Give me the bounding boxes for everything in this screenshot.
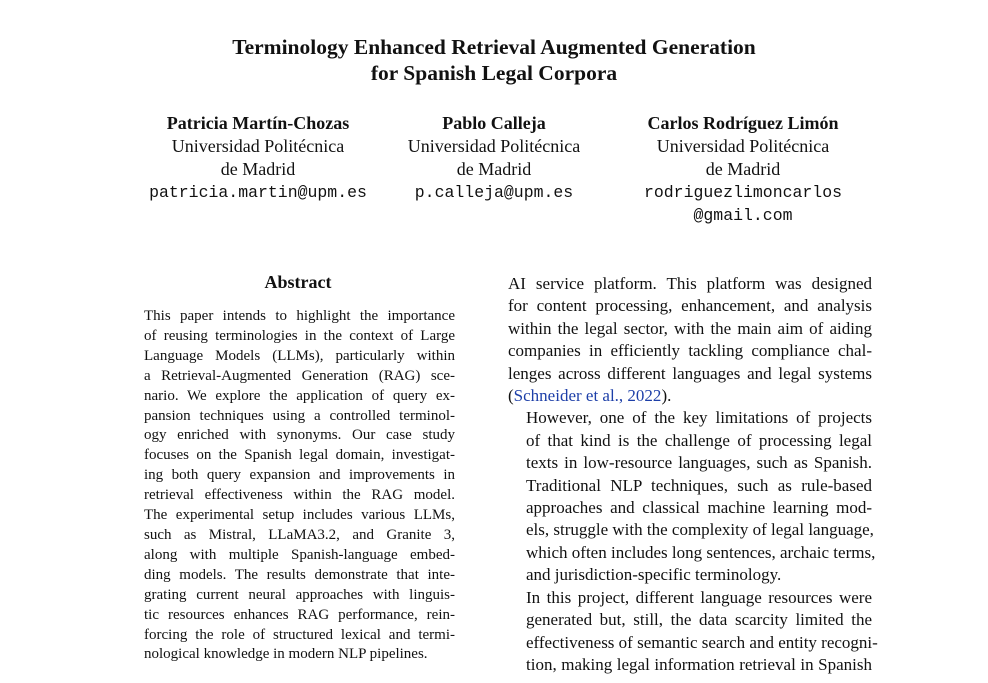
author-block-2 [370, 112, 618, 204]
text-line: Language Models (LLMs), particularly within [144, 347, 455, 364]
text-line: This paper intends to highlight the importance [144, 308, 455, 324]
text-line: nario. We explore the application of query ex- [144, 387, 455, 404]
text-line: effectiveness of semantic search and entity recogni- [526, 632, 878, 652]
text-line: lenges across different languages and legal systems [508, 363, 872, 383]
author-email-line-2[interactable]: @gmail.com [693, 206, 793, 225]
author-block-3 [612, 112, 874, 227]
citation-link[interactable]: Schneider et al., 2022 [513, 386, 662, 406]
text-line: approaches and classical machine learning mod- [526, 498, 872, 518]
author-name: Carlos Rodríguez Limón [647, 113, 839, 133]
text-line: companies in efficiently tackling compliance chal- [508, 341, 872, 361]
text-line: generated but, still, the data scarcity limited the [526, 610, 872, 630]
text-line: within the legal sector, with the main aim of aiding [508, 318, 872, 338]
author-email[interactable]: p.calleja@upm.es [414, 183, 574, 202]
text-line: nological knowledge in modern NLP pipelines. [144, 646, 428, 663]
text-line: ogy enriched with synonyms. Our case study [144, 427, 455, 444]
text-line: AI service platform. This platform was designed [508, 274, 872, 293]
author-name: Pablo Calleja [442, 113, 546, 133]
author-affiliation-line-2: de Madrid [705, 159, 781, 179]
body-paragraph-1 [508, 273, 872, 407]
text-line: and jurisdiction-specific terminology. [526, 565, 782, 585]
abstract-body [144, 307, 455, 665]
author-affiliation-line-1: Universidad Politécnica [656, 136, 830, 156]
text-line: which often includes long sentences, archaic terms, [526, 542, 876, 562]
text-line: along with multiple Spanish-language embed- [144, 546, 455, 563]
author-name: Patricia Martín-Chozas [166, 113, 350, 133]
citation-open-paren: ( [508, 386, 514, 406]
text-line: for content processing, enhancement, and analysis [508, 296, 872, 316]
text-line: Traditional NLP techniques, such as rule-based [526, 475, 872, 495]
text-line: els, struggle with the complexity of legal language, [526, 520, 874, 540]
body-paragraph-2 [508, 407, 876, 586]
paper-title-line-2: for Spanish Legal Corpora [370, 61, 618, 85]
citation-line [508, 385, 872, 407]
text-line: of reusing terminologies in the context of Large [144, 327, 455, 344]
author-affiliation-line-2: de Madrid [220, 159, 296, 179]
author-affiliation-line-2: de Madrid [456, 159, 532, 179]
text-line: texts in low-resource languages, such as Spanish. [526, 453, 872, 473]
text-line: a Retrieval-Augmented Generation (RAG) sce- [144, 367, 455, 384]
text-line: focuses on the Spanish legal domain, investigat- [144, 447, 455, 464]
text-line: In this project, different language resources were [526, 587, 872, 607]
author-affiliation-line-1: Universidad Politécnica [171, 136, 345, 156]
text-line: However, one of the key limitations of projects [526, 408, 872, 428]
text-line: forcing the role of structured lexical and termi- [144, 626, 455, 643]
text-line: ing both query expansion and improvements in [144, 467, 455, 484]
text-line: ding models. The results demonstrate that inte- [144, 566, 455, 583]
text-line: retrieval effectiveness within the RAG model. [144, 487, 455, 504]
paper-title [0, 34, 988, 86]
text-line: tion, making legal information retrieval in Spanish [526, 654, 872, 674]
citation-close-paren: ). [661, 386, 672, 406]
author-block-1 [120, 112, 396, 204]
text-line: tic resources enhances RAG performance, rein- [144, 606, 455, 623]
paper-title-line-1: Terminology Enhanced Retrieval Augmented Generation [232, 35, 756, 59]
text-line: pansion techniques using a controlled terminol- [144, 407, 455, 424]
body-column-right [508, 273, 878, 676]
author-email-line-1[interactable]: rodriguezlimoncarlos [643, 183, 843, 202]
text-line: The experimental setup includes various LLMs, [144, 507, 455, 524]
text-line: grating current neural approaches with linguis- [144, 586, 455, 603]
author-affiliation-line-1: Universidad Politécnica [407, 136, 581, 156]
abstract-heading: Abstract [264, 272, 332, 292]
text-line: of that kind is the challenge of processing legal [526, 430, 872, 450]
body-paragraph-3 [508, 587, 878, 677]
author-email[interactable]: patricia.martin@upm.es [149, 183, 367, 202]
text-line: such as Mistral, LLaMA3.2, and Granite 3, [144, 526, 455, 543]
